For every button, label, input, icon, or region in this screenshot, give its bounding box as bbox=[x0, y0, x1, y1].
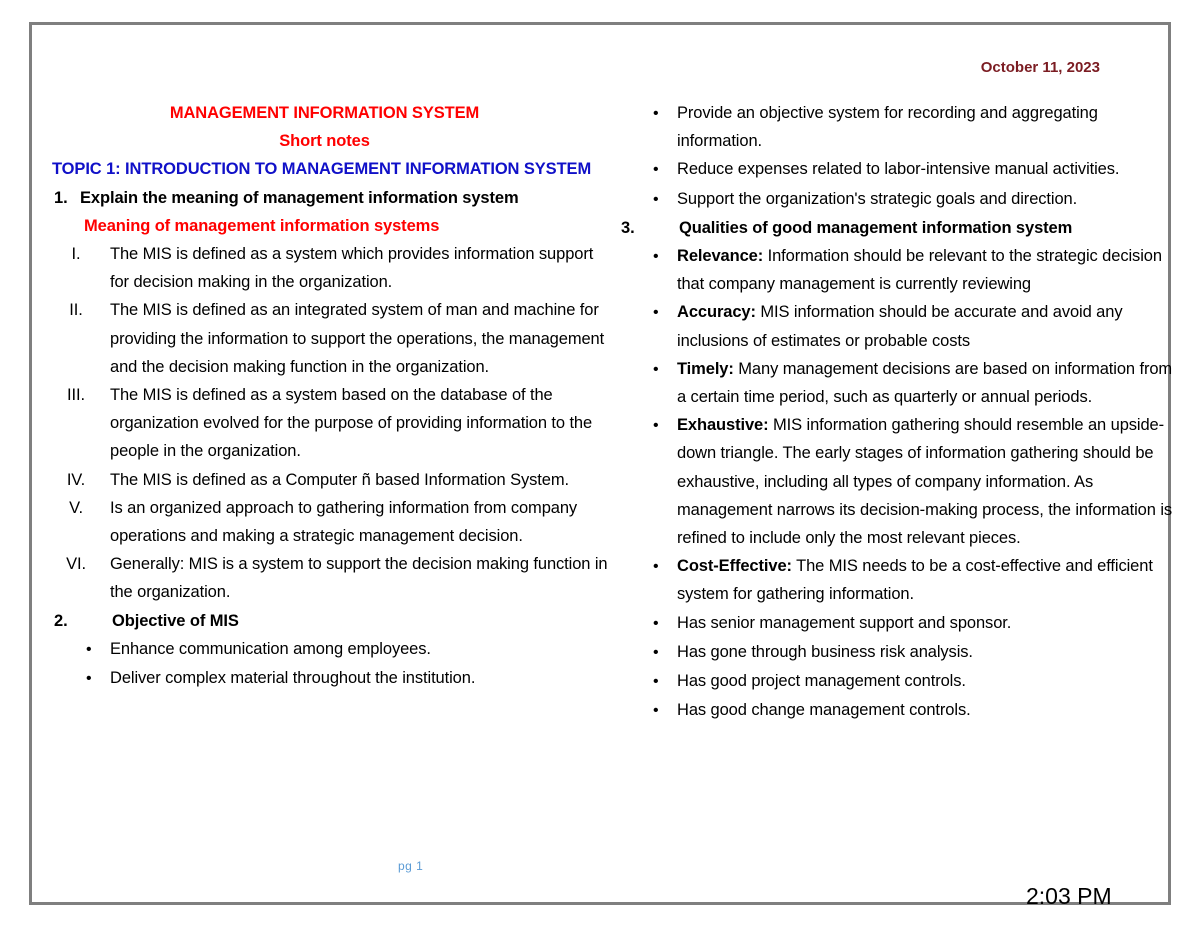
roman-numeral: IV. bbox=[66, 470, 86, 489]
list-item-text: Reduce expenses related to labor-intensive manual activities. bbox=[677, 160, 1120, 179]
quality-label: Relevance: bbox=[677, 247, 764, 266]
list-item bbox=[52, 494, 612, 550]
section-2-heading bbox=[52, 607, 612, 635]
quality-label: Accuracy: bbox=[677, 303, 756, 322]
roman-numeral: I. bbox=[71, 245, 81, 264]
right-column bbox=[619, 99, 1179, 725]
roman-numeral: V. bbox=[69, 498, 83, 517]
bullet-icon bbox=[619, 242, 677, 298]
document-page bbox=[29, 22, 1173, 909]
list-item-text: Support the organization's strategic goals and direction. bbox=[677, 189, 1078, 208]
list-item-text: Is an organized approach to gathering information from company operations and making a strategic management decision. bbox=[110, 498, 578, 546]
section-3-heading bbox=[619, 214, 1179, 242]
roman-numeral: III. bbox=[67, 386, 85, 405]
section-title: Objective of MIS bbox=[112, 611, 239, 630]
quality-text: Information should be relevant to the strategic decision that company management is currently reviewing bbox=[677, 247, 1162, 294]
list-item bbox=[52, 635, 612, 664]
list-item-text: The MIS is defined as a system based on the database of the organization evolved for the purpose of providing information to the people in the organization. bbox=[110, 386, 593, 461]
list-item-text: Enhance communication among employees. bbox=[110, 639, 431, 658]
list-item-text: Generally: MIS is a system to support the decision making function in the organization. bbox=[110, 555, 608, 602]
list-item bbox=[619, 638, 1179, 667]
list-item bbox=[619, 155, 1179, 184]
list-item bbox=[619, 411, 1179, 552]
bullet-icon bbox=[619, 411, 677, 552]
roman-numeral: VI. bbox=[66, 555, 86, 574]
list-item-text: Has good change management controls. bbox=[677, 701, 971, 720]
quality-label: Exhaustive: bbox=[677, 416, 769, 435]
document-title: MANAGEMENT INFORMATION SYSTEM bbox=[169, 104, 480, 122]
topic-heading: TOPIC 1: INTRODUCTION TO MANAGEMENT INFORMATION SYSTEM bbox=[52, 160, 592, 179]
quality-text: The MIS needs to be a cost-effective and efficient system for gathering information. bbox=[677, 557, 1153, 604]
list-item bbox=[52, 550, 612, 606]
quality-label: Timely: bbox=[677, 359, 734, 378]
section-number: 3. bbox=[621, 218, 635, 237]
list-item bbox=[52, 240, 612, 296]
section-1-heading bbox=[52, 184, 612, 212]
quality-text: MIS information gathering should resemble an upside-down triangle. The early stages of information gathering should be exhaustive, including all types of company information. As management narrows its decision-making process, the information is refined to include only the most relevant pieces. bbox=[677, 416, 1173, 548]
bullet-icon bbox=[619, 696, 677, 725]
list-item bbox=[52, 664, 612, 693]
bullet-icon bbox=[619, 638, 677, 667]
list-item bbox=[52, 466, 612, 494]
roman-numeral: II. bbox=[69, 301, 83, 320]
section-title: Qualities of good management information system bbox=[679, 218, 1073, 237]
bullet-icon bbox=[619, 99, 677, 155]
section-number: 2. bbox=[54, 611, 68, 630]
bullet-icon bbox=[619, 667, 677, 696]
bullet-icon bbox=[52, 664, 110, 693]
list-item bbox=[619, 552, 1179, 608]
left-column bbox=[52, 99, 612, 693]
list-item bbox=[619, 99, 1179, 155]
list-item-text: The MIS is defined as a system which provides information support for decision making in the organization. bbox=[110, 245, 594, 292]
quality-text: MIS information should be accurate and avoid any inclusions of estimates or probable costs bbox=[677, 303, 1123, 350]
bullet-icon bbox=[619, 185, 677, 214]
header-date: October 11, 2023 bbox=[980, 59, 1100, 76]
list-item-text: Deliver complex material throughout the institution. bbox=[110, 669, 476, 688]
footer-time: 2:03 PM bbox=[1026, 883, 1112, 909]
list-item bbox=[52, 296, 612, 381]
list-item bbox=[619, 667, 1179, 696]
list-item bbox=[619, 242, 1179, 298]
list-item bbox=[619, 298, 1179, 354]
list-item-text: Has good project management controls. bbox=[677, 672, 966, 691]
list-item-text: The MIS is defined as an integrated system of man and machine for providing the information to support the operations, the management and the decision making function in the organization. bbox=[110, 301, 605, 376]
bullet-icon bbox=[619, 609, 677, 638]
list-item-text: Has gone through business risk analysis. bbox=[677, 642, 973, 661]
page-number: pg 1 bbox=[398, 859, 424, 873]
section-number: 1. bbox=[54, 188, 68, 207]
list-item bbox=[619, 696, 1179, 725]
list-item-text: Has senior management support and sponsor. bbox=[677, 613, 1012, 632]
list-item-text: The MIS is defined as a Computer ñ based Information System. bbox=[110, 470, 569, 489]
list-item-text: Provide an objective system for recording and aggregating information. bbox=[677, 104, 1098, 151]
section-title: Explain the meaning of management information system bbox=[80, 188, 519, 207]
bullet-icon bbox=[52, 635, 110, 664]
list-item bbox=[619, 355, 1179, 411]
section-1-subheading: Meaning of management information systems bbox=[84, 216, 440, 235]
bullet-icon bbox=[619, 298, 677, 354]
quality-label: Cost-Effective: bbox=[677, 557, 792, 576]
quality-text: Many management decisions are based on information from a certain time period, such as quarterly or annual periods. bbox=[677, 359, 1173, 407]
bullet-icon bbox=[619, 155, 677, 184]
bullet-icon bbox=[619, 355, 677, 411]
document-subtitle: Short notes bbox=[279, 132, 370, 151]
list-item bbox=[619, 609, 1179, 638]
list-item bbox=[619, 185, 1179, 214]
bullet-icon bbox=[619, 552, 677, 608]
list-item bbox=[52, 381, 612, 466]
